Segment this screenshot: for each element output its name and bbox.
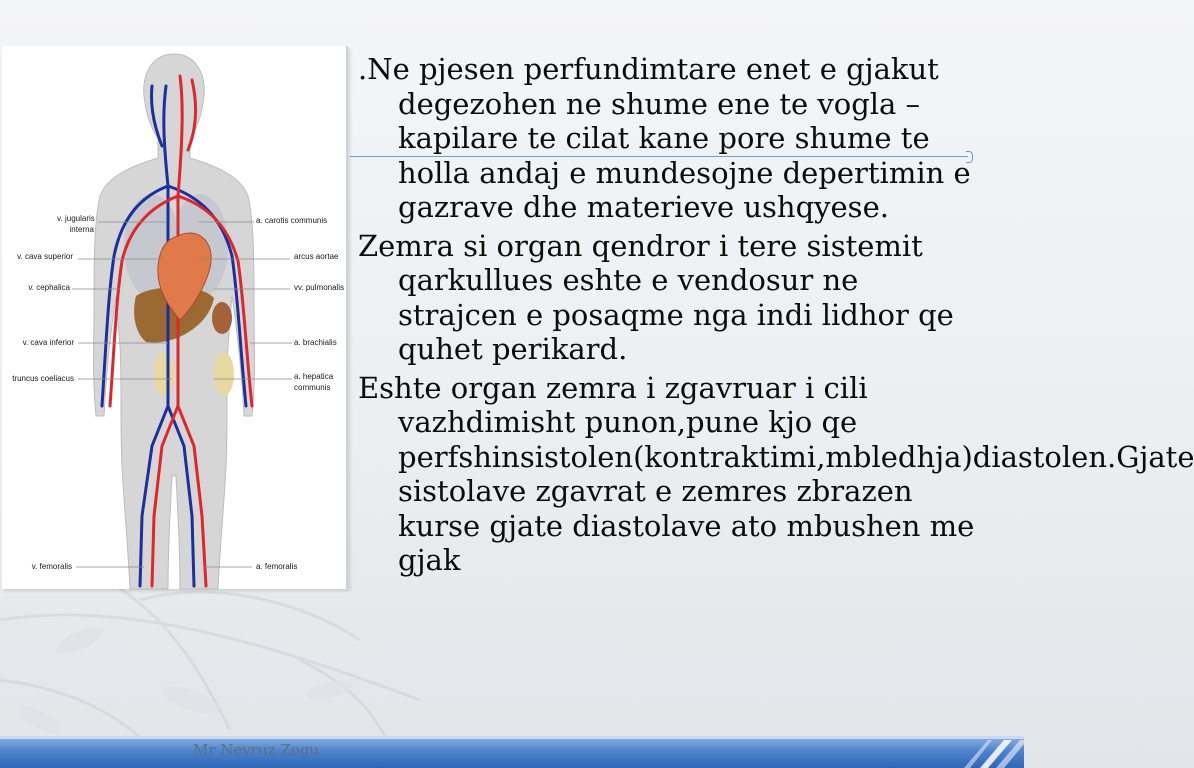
label-truncus-coeliacus: truncus coeliacus (12, 374, 74, 383)
label-v-jugularis-interna: v. jugularis interna (57, 214, 95, 234)
label-v-cephalica: v. cephalica (28, 283, 70, 292)
label-a-hepatica-communis: a. hepatica communis (294, 372, 334, 392)
paragraph-capillaries: .Ne pjesen perfundimtare enet e gjakut degezohen ne shume ene te vogla –kapilare te cilat kane pore shume te holla andaj e mundesojne depertimin e gazrave dhe materieve ushqyese. (358, 52, 971, 224)
footer-highlight-stripe (0, 736, 1024, 739)
label-v-cava-inferior: v. cava inferior (22, 338, 74, 347)
footer-corner-ornament (960, 736, 1024, 768)
kidney-left (154, 352, 174, 396)
paragraph-heart-pericardium: Zemra si organ qendror i tere sistemit qarkullues eshte e vendosur ne strajcen e posaqme nga indi lidhor qe quhet perikard. (358, 228, 954, 366)
spleen (212, 302, 232, 334)
label-arcus-aortae: arcus aortae (294, 252, 339, 261)
paragraph-systole-diastole: Eshte organ zemra i zgavruar i cili vazhdimisht punon,pune kjo qe perfshinsistolen(kontraktimi,mbledhja)diastolen.Gjate sistolave zgavrat e zemres zbrazen kurse gjate diastolave ato mbushen me gjak (358, 370, 1194, 577)
footer-author: Mr Nevruz Zogu (193, 741, 319, 759)
label-a-brachialis: a. brachialis (294, 338, 337, 347)
label-a-carotis-communis: a. carotis communis (256, 216, 328, 225)
circulatory-system-figure (2, 46, 348, 589)
label-vv-pulmonalis: vv. pulmonalis (294, 283, 345, 292)
footer-bar (0, 736, 1024, 768)
body-text (358, 52, 1194, 692)
label-a-femoralis: a. femoralis (256, 562, 298, 571)
label-v-femoralis: v. femoralis (31, 562, 72, 571)
label-v-cava-superior: v. cava superior (17, 252, 73, 261)
kidney-right (214, 352, 234, 396)
